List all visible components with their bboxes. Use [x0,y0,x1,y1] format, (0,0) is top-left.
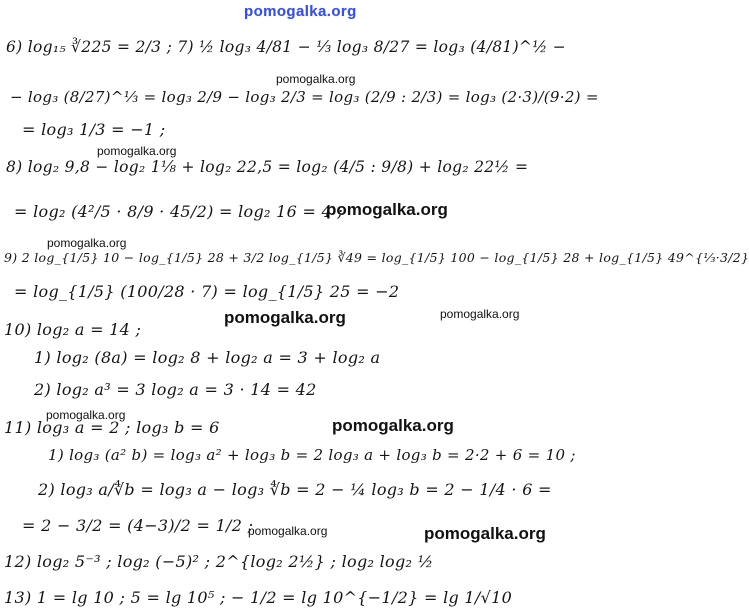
solution-line-10-1: 1) log₂ (8a) = log₂ 8 + log₂ a = 3 + log₂ a [34,348,381,367]
solution-line-9-result: = log_{1/5} (100/28 · 7) = log_{1/5} 25 = −2 [14,282,400,301]
watermark: pomogalka.org [47,236,127,250]
solution-line-11-2: 2) log₃ a/∜b = log₃ a − log₃ ∜b = 2 − ¼ log₃ b = 2 − 1/4 · 6 = [38,480,552,499]
watermark: pomogalka.org [46,408,126,422]
watermark: pomogalka.org [424,524,546,543]
solution-line-12: 12) log₂ 5⁻³ ; log₂ (−5)² ; 2^{log₂ 2½} ; log₂ log₂ ½ [4,552,434,571]
solution-line-8: 8) log₂ 9,8 − log₂ 1⅛ + log₂ 22,5 = log₂ (4/5 : 9/8) + log₂ 22½ = [6,158,529,176]
solution-line-13: 13) 1 = lg 10 ; 5 = lg 10⁵ ; − 1/2 = lg 10^{−1/2} = lg 1/√10 [4,588,513,607]
solution-line-9: 9) 2 log_{1/5} 10 − log_{1/5} 28 + 3/2 log_{1/5} ∛49 = log_{1/5} 100 − log_{1/5} 28 + log_{1/5} 49^{⅓·3/2} [4,250,749,265]
watermark: pomogalka.org [332,416,454,435]
solution-line-7-cont: − log₃ (8/27)^⅓ = log₃ 2/9 − log₃ 2/3 = log₃ (2/9 : 2/3) = log₃ (2·3)/(9·2) = [10,88,599,106]
solution-line-6-7: 6) log₁₅ ∛225 = 2/3 ; 7) ½ log₃ 4/81 − ⅓ log₃ 8/27 = log₃ (4/81)^½ − [6,38,567,56]
solution-line-11-1: 1) log₃ (a² b) = log₃ a² + log₃ b = 2 log₃ a + log₃ b = 2·2 + 6 = 10 ; [48,446,576,464]
watermark: pomogalka.org [276,72,356,86]
watermark: pomogalka.org [440,307,520,321]
solution-line-11: 11) log₃ a = 2 ; log₃ b = 6 [4,418,220,437]
solution-line-10-2: 2) log₂ a³ = 3 log₂ a = 3 · 14 = 42 [34,380,317,399]
solution-line-11-result: = 2 − 3/2 = (4−3)/2 = 1/2 ; [22,516,254,535]
solution-line-10: 10) log₂ a = 14 ; [4,320,142,339]
solution-line-7-result: = log₃ 1/3 = −1 ; [22,120,166,139]
solution-line-8-result: = log₂ (4²/5 · 8/9 · 45/2) = log₂ 16 = 4 ; [14,202,344,221]
watermark: pomogalka.org [326,200,448,219]
watermark: pomogalka.org [224,308,346,327]
watermark: pomogalka.org [97,144,177,158]
site-watermark-top: pomogalka.org [244,3,357,20]
watermark: pomogalka.org [248,524,328,538]
